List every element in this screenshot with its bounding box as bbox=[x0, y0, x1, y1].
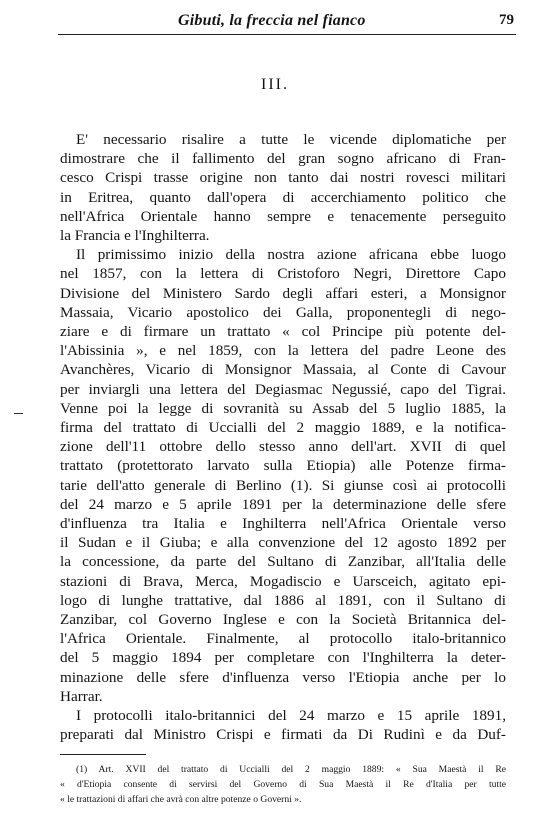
text-line: in Eritrea, quanto dall'opera di accerchiamento politico che bbox=[60, 188, 506, 206]
text-line: firma del trattato di Uccialli del 2 maggio 1889, e la notifica- bbox=[60, 419, 506, 437]
text-line: Avanchères, Vicario di Monsignor Massaia, al Conte di Cavour bbox=[60, 361, 506, 379]
text-line: zione dell'11 ottobre dello stesso anno dell'art. XVII di quel bbox=[60, 438, 506, 456]
text-line: minazione delle sfere d'influenza verso l'Etiopia anche per lo bbox=[60, 668, 506, 686]
text-line: del 24 marzo e 5 aprile 1891 per la determinazione delle sfere bbox=[60, 495, 506, 513]
text-line: l'Abissinia », e nel 1859, con la lettera del padre Leone des bbox=[60, 342, 506, 360]
text-line: tarie dell'atto generale di Berlino (1). Si giunse così ai protocolli bbox=[60, 476, 506, 494]
text-line: Harrar. bbox=[60, 687, 103, 705]
text-line: per inviargli una lettera del Degiasmac Negussié, capo del Tigrai. bbox=[60, 380, 506, 398]
text-line: d'influenza tra Italia e Inghilterra nell'Africa Orientale verso bbox=[60, 515, 506, 533]
text-line: nell'Africa Orientale hanno sempre e tenacemente perseguito bbox=[60, 207, 506, 225]
text-line: dimostrare che il fallimento del gran sogno africano di Fran- bbox=[60, 150, 506, 168]
text-line: l'Africa Orientale. Finalmente, al protocollo italo-britannico bbox=[60, 630, 506, 648]
footnote-rule bbox=[60, 754, 146, 755]
text-line: trattato (protettorato larvato sulla Etiopia) alle Potenze firma- bbox=[60, 457, 506, 475]
running-head bbox=[58, 10, 516, 35]
text-line: Divisione del Ministero Sardo degli affari esteri, a Monsignor bbox=[60, 284, 506, 302]
text-line: logo di lunghe trattative, dal 1886 al 1891, con il Sultano di bbox=[60, 591, 506, 609]
text-line: la concessione, da parte del Sultano di Zanzibar, all'Italia delle bbox=[60, 553, 506, 571]
footnote-line: « d'Etiopia consente di servirsi del Governo di Sua Maestà il Re d'Italia per tutte bbox=[60, 779, 506, 790]
text-line: stazioni di Brava, Merca, Mogadiscio e Uarsceich, agitato epi- bbox=[60, 572, 506, 590]
footnote bbox=[60, 762, 506, 807]
footnote-line: (1) Art. XVII del trattato di Uccialli del 2 maggio 1889: « Sua Maestà il Re bbox=[76, 764, 506, 775]
text-line: nel 1857, con la lettera di Cristoforo Negri, Direttore Capo bbox=[60, 265, 506, 283]
body-text bbox=[60, 130, 506, 745]
text-line: ziare e di firmare un trattato « col Principe più potente del- bbox=[60, 323, 506, 341]
text-line: il Sudan e il Giuba; e alla convenzione del 12 agosto 1892 per bbox=[60, 534, 506, 552]
footnote-line: « le trattazioni di affari che avrà con altre potenze o Governi ». bbox=[60, 794, 302, 805]
text-line: cesco Crispi trasse origine non tanto dai nostri rovesci militari bbox=[60, 169, 506, 187]
text-line: Massaia, Vicario apostolico dei Galla, proponentegli di nego- bbox=[60, 303, 506, 321]
text-line: Venne poi la legge di sovranità su Assab del 5 luglio 1885, la bbox=[60, 399, 506, 417]
text-line: la Francia e l'Inghilterra. bbox=[60, 227, 210, 245]
text-line: preparati dal Ministro Crispi e firmati da Di Rudinì e da Duf- bbox=[60, 726, 506, 744]
running-title: Gibuti, la freccia nel fianco bbox=[178, 12, 366, 29]
text-line: Zanzibar, col Governo Inglese e con la Società Britannica del- bbox=[60, 611, 506, 629]
page-number: 79 bbox=[499, 12, 514, 28]
text-line: E' necessario risalire a tutte le vicende diplomatiche per bbox=[76, 131, 506, 148]
chapter-number: III. bbox=[261, 76, 289, 93]
text-line: Il primissimo inizio della nostra azione africana ebbe luogo bbox=[76, 246, 506, 264]
text-line: I protocolli italo-britannici del 24 marzo e 15 aprile 1891, bbox=[76, 707, 506, 725]
margin-mark bbox=[14, 413, 23, 414]
text-line: del 5 maggio 1894 per completare con l'Inghilterra la deter- bbox=[60, 649, 506, 667]
